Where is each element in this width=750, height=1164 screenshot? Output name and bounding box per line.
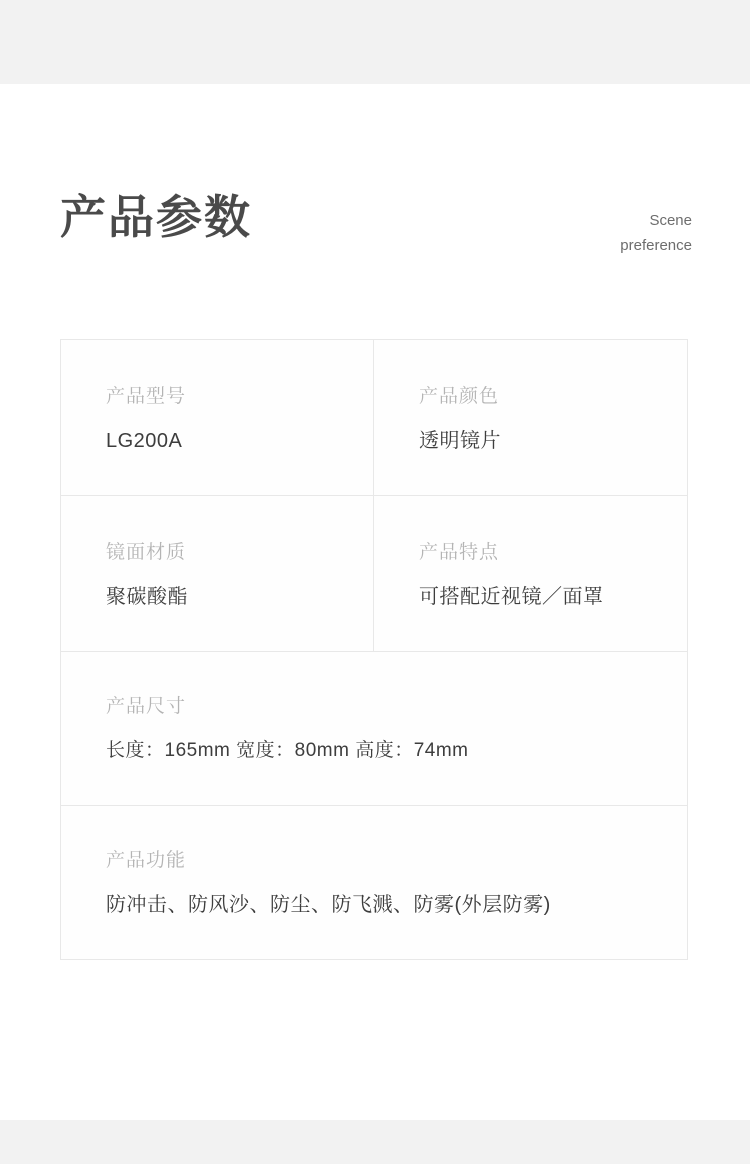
spec-cell-color bbox=[374, 340, 687, 495]
spec-value: LG200A bbox=[106, 430, 183, 452]
spec-cell-dimensions bbox=[61, 652, 687, 805]
spec-label: 产品功能 bbox=[106, 850, 187, 871]
page-title: 产品参数 bbox=[60, 191, 252, 243]
spec-value: 可搭配近视镜／面罩 bbox=[419, 586, 604, 608]
header-subtitle bbox=[532, 208, 692, 258]
spec-label: 镜面材质 bbox=[106, 542, 187, 563]
spec-value: 防冲击、防风沙、防尘、防飞溅、防雾(外层防雾) bbox=[106, 894, 551, 916]
spec-row bbox=[61, 806, 687, 959]
spec-cell-lens-material bbox=[61, 496, 374, 651]
spec-label: 产品颜色 bbox=[419, 386, 500, 407]
spec-value: 长度：165mm 宽度：80mm 高度：74mm bbox=[106, 740, 469, 761]
spec-table bbox=[60, 339, 688, 960]
spec-label: 产品特点 bbox=[419, 542, 500, 563]
spec-value: 聚碳酸酯 bbox=[106, 586, 188, 608]
top-grey-strip bbox=[0, 0, 750, 84]
spec-label: 产品型号 bbox=[106, 386, 187, 407]
spec-cell-features bbox=[374, 496, 687, 651]
spec-row bbox=[61, 652, 687, 806]
header-subtitle-line2: preference bbox=[620, 237, 692, 254]
spec-value: 透明镜片 bbox=[419, 430, 501, 452]
page-header bbox=[0, 186, 750, 276]
spec-row bbox=[61, 496, 687, 652]
bottom-grey-strip bbox=[0, 1120, 750, 1164]
spec-label: 产品尺寸 bbox=[106, 696, 187, 717]
spec-cell-model bbox=[61, 340, 374, 495]
spec-cell-functions bbox=[61, 806, 687, 959]
spec-row bbox=[61, 340, 687, 496]
header-subtitle-line1: Scene bbox=[649, 212, 692, 229]
